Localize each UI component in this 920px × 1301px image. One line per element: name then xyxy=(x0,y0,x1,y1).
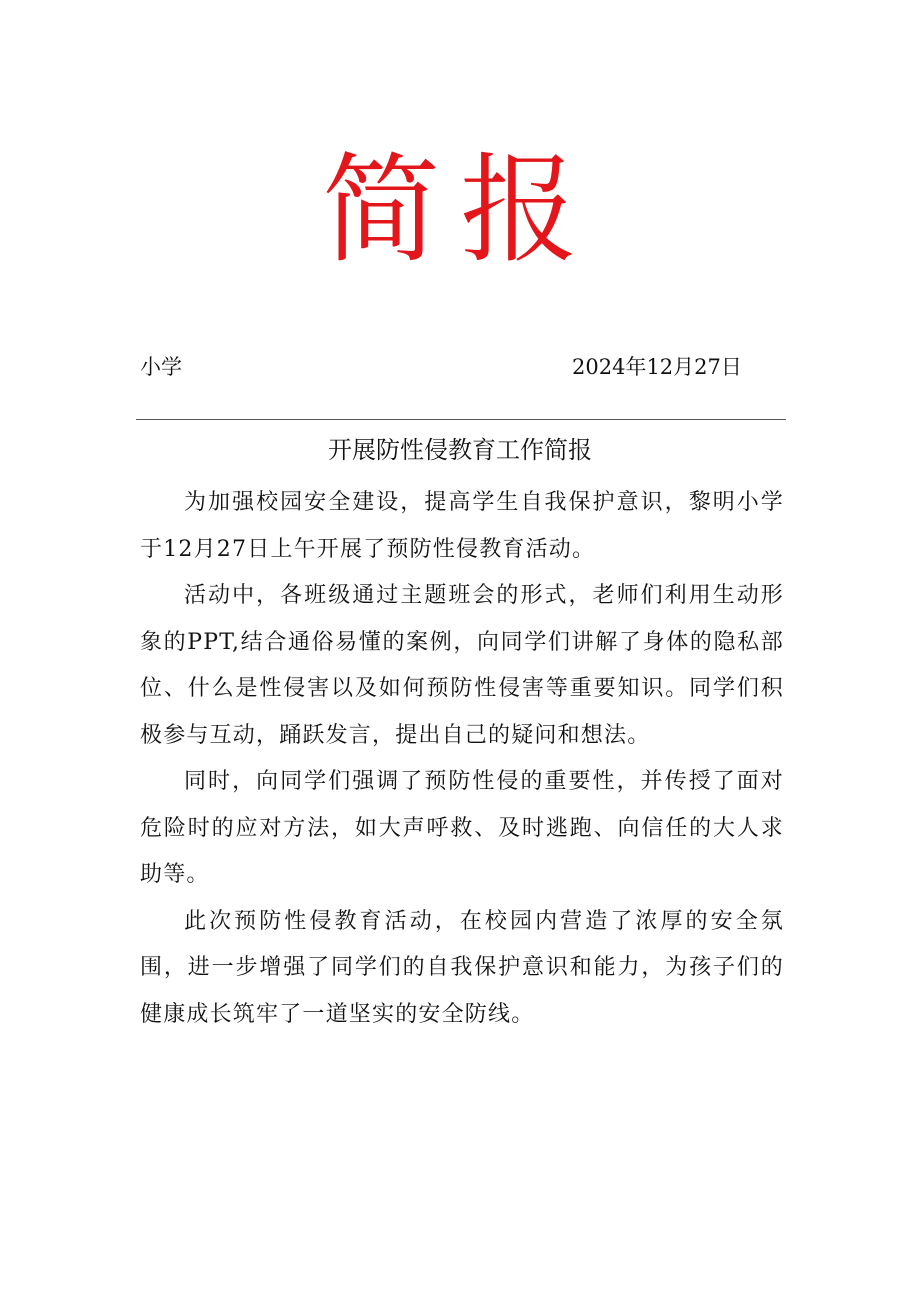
masthead-title: 简报 xyxy=(321,141,598,279)
paragraph: 为加强校园安全建设，提高学生自我保护意识，黎明小学于12月27日上午开展了预防性侵教育活动。 xyxy=(140,490,784,562)
paragraph: 同时，向同学们强调了预防性侵的重要性，并传授了面对危险时的应对方法，如大声呼救、及时逃跑、向信任的大人求助等。 xyxy=(140,769,784,887)
paragraph: 此次预防性侵教育活动，在校园内营造了浓厚的安全氛围，进一步增强了同学们的自我保护意识和能力，为孩子们的健康成长筑牢了一道坚实的安全防线。 xyxy=(140,908,784,1027)
school-name: 小学 xyxy=(140,355,182,379)
paragraph: 活动中，各班级通过主题班会的形式，老师们利用生动形象的PPT,结合通俗易懂的案例，向同学们讲解了身体的隐私部位、什么是性侵害以及如何预防性侵害等重要知识。同学们积极参与互动，踊跃发言，提出自己的疑问和想法。 xyxy=(140,583,784,748)
issue-date: 2024年12月27日 xyxy=(572,355,742,379)
meta-row xyxy=(140,352,740,382)
article-title: 开展防性侵教育工作简报 xyxy=(328,436,592,464)
divider-rule xyxy=(136,419,786,420)
article-body xyxy=(140,480,784,1038)
